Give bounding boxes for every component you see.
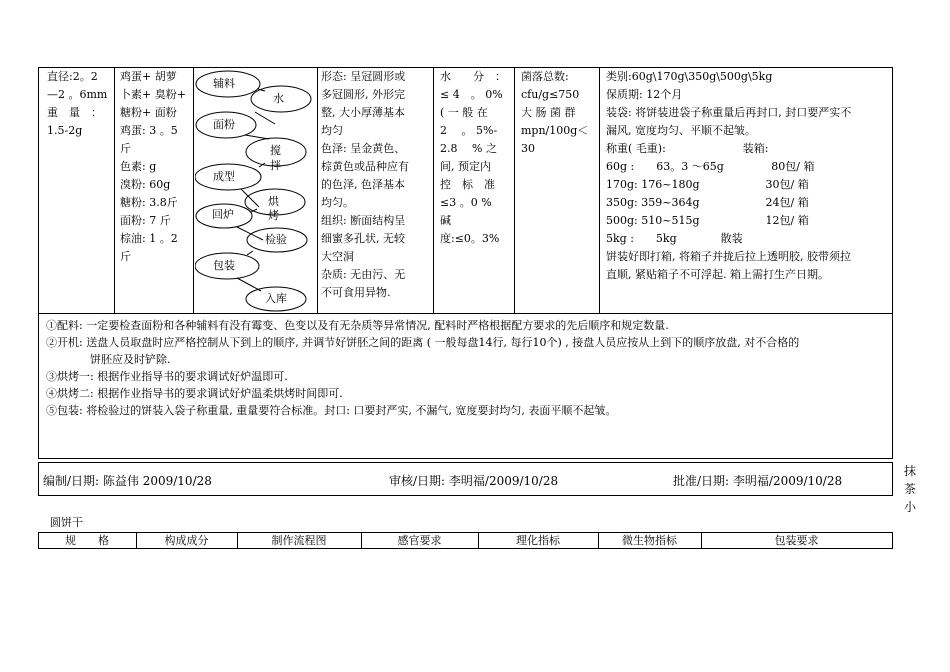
sensory-line: 形态: 呈冠圆形或 <box>321 70 406 83</box>
packaging-line: 装袋: 将饼装进袋子称重量后再封口, 封口要严实不 <box>606 106 852 119</box>
micro-line: 30 <box>521 142 535 155</box>
flow-connector <box>247 251 253 255</box>
flow-node-label: 包装 <box>213 259 235 272</box>
ingredient-line: 鸡蛋: 3 。5 <box>120 124 178 137</box>
ingredient-line: 鸡蛋+ 胡萝 <box>120 70 177 83</box>
col-divider <box>514 67 515 313</box>
packaging-line: 5kg : 5kg 散装 <box>606 232 743 245</box>
physchem-line: 2.8 % 之 <box>440 142 497 155</box>
spec-cell <box>47 68 107 140</box>
col-divider <box>193 67 194 313</box>
step-line: ⑤包装: 将检验过的饼装入袋子称重量, 重量要符合标准。封口: 口要封严实, 不漏气, 宽度要封均匀, 表面平顺不起皱。 <box>46 404 617 417</box>
side-note-char: 抹 <box>904 464 917 478</box>
ingredient-line: 面粉: 7 斤 <box>120 214 171 227</box>
header-flow: 制作流程图 <box>271 534 327 547</box>
ingredient-line: 卜素+ 臭粉+ <box>120 88 186 101</box>
sensory-line: 细蜜多孔状, 无较 <box>321 232 405 245</box>
step-line: ①配料: 一定要检查面粉和各种辅料有没有霉变、色变以及有无杂质等异常情况, 配料时严格根据配方要求的先后顺序和规定数量. <box>46 319 669 332</box>
spec-line: 直径:2。2 <box>47 70 98 83</box>
flow-node-label: 烘 <box>268 195 279 208</box>
col-divider <box>317 67 318 313</box>
packaging-line: 漏风, 宽度均匀、平顺不起皱。 <box>606 124 756 137</box>
header-spec: 规 格 <box>65 534 109 547</box>
physchem-cell <box>440 68 506 248</box>
step-line: 饼胚应及时铲除. <box>46 353 171 366</box>
approved-by: 批准/日期: 李明福/2009/10/28 <box>673 474 843 488</box>
step-line: ②开机: 送盘人员取盘时应严格控制从下到上的顺序, 并调节好饼胚之间的距离 ( 一般每盘14行, 每行10个) , 接盘人员应按从上到下的顺序放盘, 对不合格的 <box>46 336 800 349</box>
flow-connector <box>245 135 269 139</box>
flow-node-label: 检验 <box>265 233 287 246</box>
ingredient-line: 糖粉+ 面粉 <box>120 106 177 119</box>
sensory-line: 杂质: 无由污、无 <box>321 268 406 281</box>
flow-node-label: 搅 <box>270 144 281 157</box>
packaging-line: 170g: 176~180g 30包/ 箱 <box>606 178 809 191</box>
flow-connector <box>237 227 263 240</box>
physchem-line: 间, 预定内 <box>440 160 491 173</box>
table-bottom-border <box>38 458 893 459</box>
physchem-line: 控 标 准 <box>440 178 495 191</box>
signoff-left-border <box>38 462 39 496</box>
packaging-line: 称重( 毛重): 装箱: <box>606 142 769 155</box>
physchem-line: ≤ 4 。 0% <box>440 88 503 101</box>
next-section-title: 圆饼干 <box>50 516 83 529</box>
sensory-cell <box>321 68 409 302</box>
packaging-cell <box>606 68 851 284</box>
header-row-bottom <box>38 548 893 549</box>
packaging-line: 保质期: 12个月 <box>606 88 683 101</box>
flow-node-label: 烤 <box>268 209 279 222</box>
flow-node-label: 回炉 <box>212 208 234 221</box>
ingredient-line: 色素: g <box>120 160 157 173</box>
sensory-line: 整, 大小厚薄基本 <box>321 106 405 119</box>
header-physchem: 理化指标 <box>516 534 560 547</box>
packaging-line: 60g : 63。3 ～65g 80包/ 箱 <box>606 160 815 173</box>
signoff-right-border <box>892 462 893 496</box>
header-micro: 微生物指标 <box>622 534 677 547</box>
header-packaging: 包装要求 <box>774 534 819 547</box>
packaging-line: 500g: 510~515g 12包/ 箱 <box>606 214 809 227</box>
micro-line: mpn/100g＜ <box>521 124 589 137</box>
sensory-line: 的色泽, 色泽基本 <box>321 178 405 191</box>
col-divider <box>433 67 434 313</box>
sensory-line: 多冠圆形, 外形完 <box>321 88 405 101</box>
process-steps <box>46 317 892 419</box>
side-note-char: 茶 <box>904 482 917 496</box>
step-line: ③烘烤一: 根据作业指导书的要求调试好炉温即可. <box>46 370 288 383</box>
packaging-line: 350g: 359~364g 24包/ 箱 <box>606 196 809 209</box>
physchem-line: 度:≤0。3% <box>440 232 500 245</box>
signoff-bottom-border <box>38 495 893 496</box>
packaging-line: 直顺, 紧贴箱子不可浮起. 箱上需打生产日期。 <box>606 268 829 281</box>
flow-connector <box>255 112 275 124</box>
sensory-line: 大空洞 <box>321 250 354 263</box>
table-left-border <box>38 67 39 459</box>
packaging-line: 类别:60g\170g\350g\500g\5kg <box>606 70 773 83</box>
prepared-by: 编制/日期: 陈益伟 2009/10/28 <box>43 474 212 488</box>
table-right-border <box>892 67 893 459</box>
flow-node-label: 拌 <box>270 159 281 172</box>
sensory-line: 均匀。 <box>321 196 354 209</box>
spec-line: 重 量 ： <box>47 106 102 119</box>
flow-node-label: 成型 <box>213 170 235 183</box>
spec-line: —2 。6mm <box>47 88 108 101</box>
micro-line: 大 肠 菌 群 <box>521 106 576 119</box>
sensory-line: 棕黄色或品种应有 <box>321 160 409 173</box>
flow-node-label: 面粉 <box>213 118 235 131</box>
micro-cell <box>521 68 588 158</box>
reviewed-by: 审核/日期: 李明福/2009/10/28 <box>389 474 559 488</box>
col-divider <box>599 67 600 313</box>
micro-line: 菌落总数: <box>521 70 569 83</box>
physchem-line: ( 一 般 在 <box>440 106 488 119</box>
sensory-line: 不可食用异物. <box>321 286 391 299</box>
flow-node-label: 辅料 <box>213 77 235 90</box>
physchem-line: ≤3 。0 % <box>440 196 492 209</box>
ingredient-line: 溴粉: 60g <box>120 178 171 191</box>
spec-line: 1.5-2g <box>47 124 83 137</box>
header-sensory: 感官要求 <box>397 534 442 547</box>
sensory-line: 色泽: 呈金黄色、 <box>321 142 406 155</box>
header-ingredients: 构成成分 <box>164 534 209 547</box>
table-row-divider <box>38 313 893 314</box>
ingredient-line: 斤 <box>120 142 131 155</box>
process-flow-diagram <box>195 67 317 313</box>
step-line: ④烘烤二: 根据作业指导书的要求调试好炉温柔烘烤时间即可. <box>46 387 343 400</box>
side-note <box>904 462 916 516</box>
col-divider <box>114 67 115 313</box>
sensory-line: 均匀 <box>321 124 343 137</box>
ingredient-line: 棕油: 1 。2 <box>120 232 178 245</box>
physchem-line: 水 分 ： <box>440 70 506 83</box>
physchem-line: 2 。 5%- <box>440 124 498 137</box>
packaging-line: 饼装好即打箱, 将箱子并拢后拉上透明胶, 胶带须拉 <box>606 250 851 263</box>
signoff-top-border <box>38 462 893 463</box>
sensory-line: 组织: 断面结构呈 <box>321 214 406 227</box>
physchem-line: 碱 <box>440 214 451 227</box>
ingredient-line: 糖粉: 3.8斤 <box>120 196 178 209</box>
header-col-divider <box>892 532 893 549</box>
micro-line: cfu/g≤750 <box>521 88 580 101</box>
side-note-char: 小 <box>904 500 917 514</box>
flow-connector <box>237 278 261 291</box>
flow-node-label: 水 <box>273 92 284 105</box>
flow-node-label: 入库 <box>265 292 287 305</box>
ingredients-cell <box>120 68 186 266</box>
ingredient-line: 斤 <box>120 250 131 263</box>
